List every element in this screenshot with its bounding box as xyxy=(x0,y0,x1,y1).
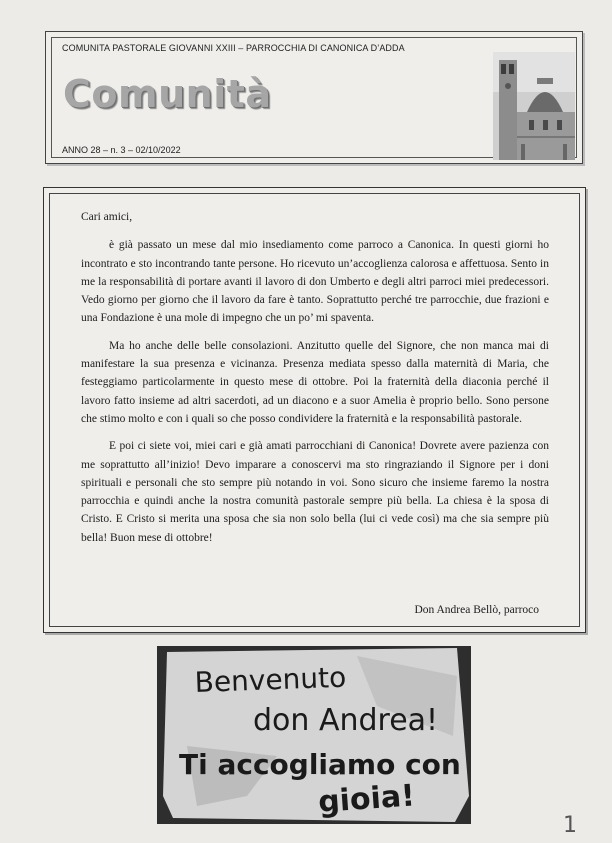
organization-line: COMUNITA PASTORALE GIOVANNI XXIII – PARROCCHIA DI CANONICA D’ADDA xyxy=(62,43,405,53)
newsletter-title: Comunità xyxy=(63,72,272,116)
issue-line: ANNO 28 – n. 3 – 02/10/2022 xyxy=(62,145,181,155)
page-number: 1 xyxy=(563,813,577,838)
letter-paragraph-3: E poi ci siete voi, miei cari e già amati parrocchiani di Canonica! Dovrete avere pazienza con me soprattutto all’inizio! Devo imparare a conoscervi ma sto ringraziando il Signore per i doni spirituali e personali che sto sempre più notando in voi. Sono sicuro che insieme faremo la nostra parrocchia e quindi anche la nostra comunità pastorale sempre più bella. La chiesa è la sposa di Cristo. E Cristo si merita una sposa che sia non solo bella (lui ci vede così) ma che sia sempre più bella! Buon mese di ottobre! xyxy=(81,440,549,544)
letter-body xyxy=(81,208,549,556)
letter-greeting: Cari amici, xyxy=(81,211,133,223)
letter-paragraph-2: Ma ho anche delle belle consolazioni. Anzitutto quelle del Signore, che non manca mai di manifestare la sua presenza e vicinanza. Presenza mediata spesso dalla maternità di Maria, che festeggiamo particolarmente in questo mese di ottobre. Poi la fraternità della diaconia perché il lavoro fatto insieme ad altri sacerdoti, ad un diacono e a suor Amelia è proprio bello. Sono persone che stimo molto e con i quali so che posso condividere la fraternità e la responsabilità pastorale. xyxy=(81,339,549,425)
banner-line-3: Ti accogliamo con xyxy=(179,748,461,781)
church-tower-image xyxy=(493,52,575,160)
banner-line-4: gioia! xyxy=(317,778,416,820)
banner-line-1: Benvenuto xyxy=(194,660,347,699)
church-tower-photo xyxy=(493,52,575,160)
welcome-banner-image xyxy=(157,646,471,824)
masthead xyxy=(45,31,583,164)
welcome-banner-photo xyxy=(157,646,471,824)
letter-paragraph-1: è già passato un mese dal mio insediamento come parroco a Canonica. In questi giorni ho incontrato e sto incontrando tante persone. Ho ricevuto un’accoglienza calorosa e affettuosa. Sento in me la responsabilità di portare avanti il lavoro di don Umberto e degli altri parroci miei predecessori. Vedo giorno per giorno che il lavoro da fare è tanto. Soprattutto perché tre parrocchie, due frazioni e una Fondazione è una mole di impegno che un po’ mi spaventa. xyxy=(81,239,549,325)
letter-signature: Don Andrea Bellò, parroco xyxy=(414,604,539,616)
pastor-letter-box xyxy=(43,187,586,633)
masthead-frame xyxy=(51,37,577,158)
banner-line-2: don Andrea! xyxy=(253,703,439,738)
letter-frame xyxy=(49,193,580,627)
